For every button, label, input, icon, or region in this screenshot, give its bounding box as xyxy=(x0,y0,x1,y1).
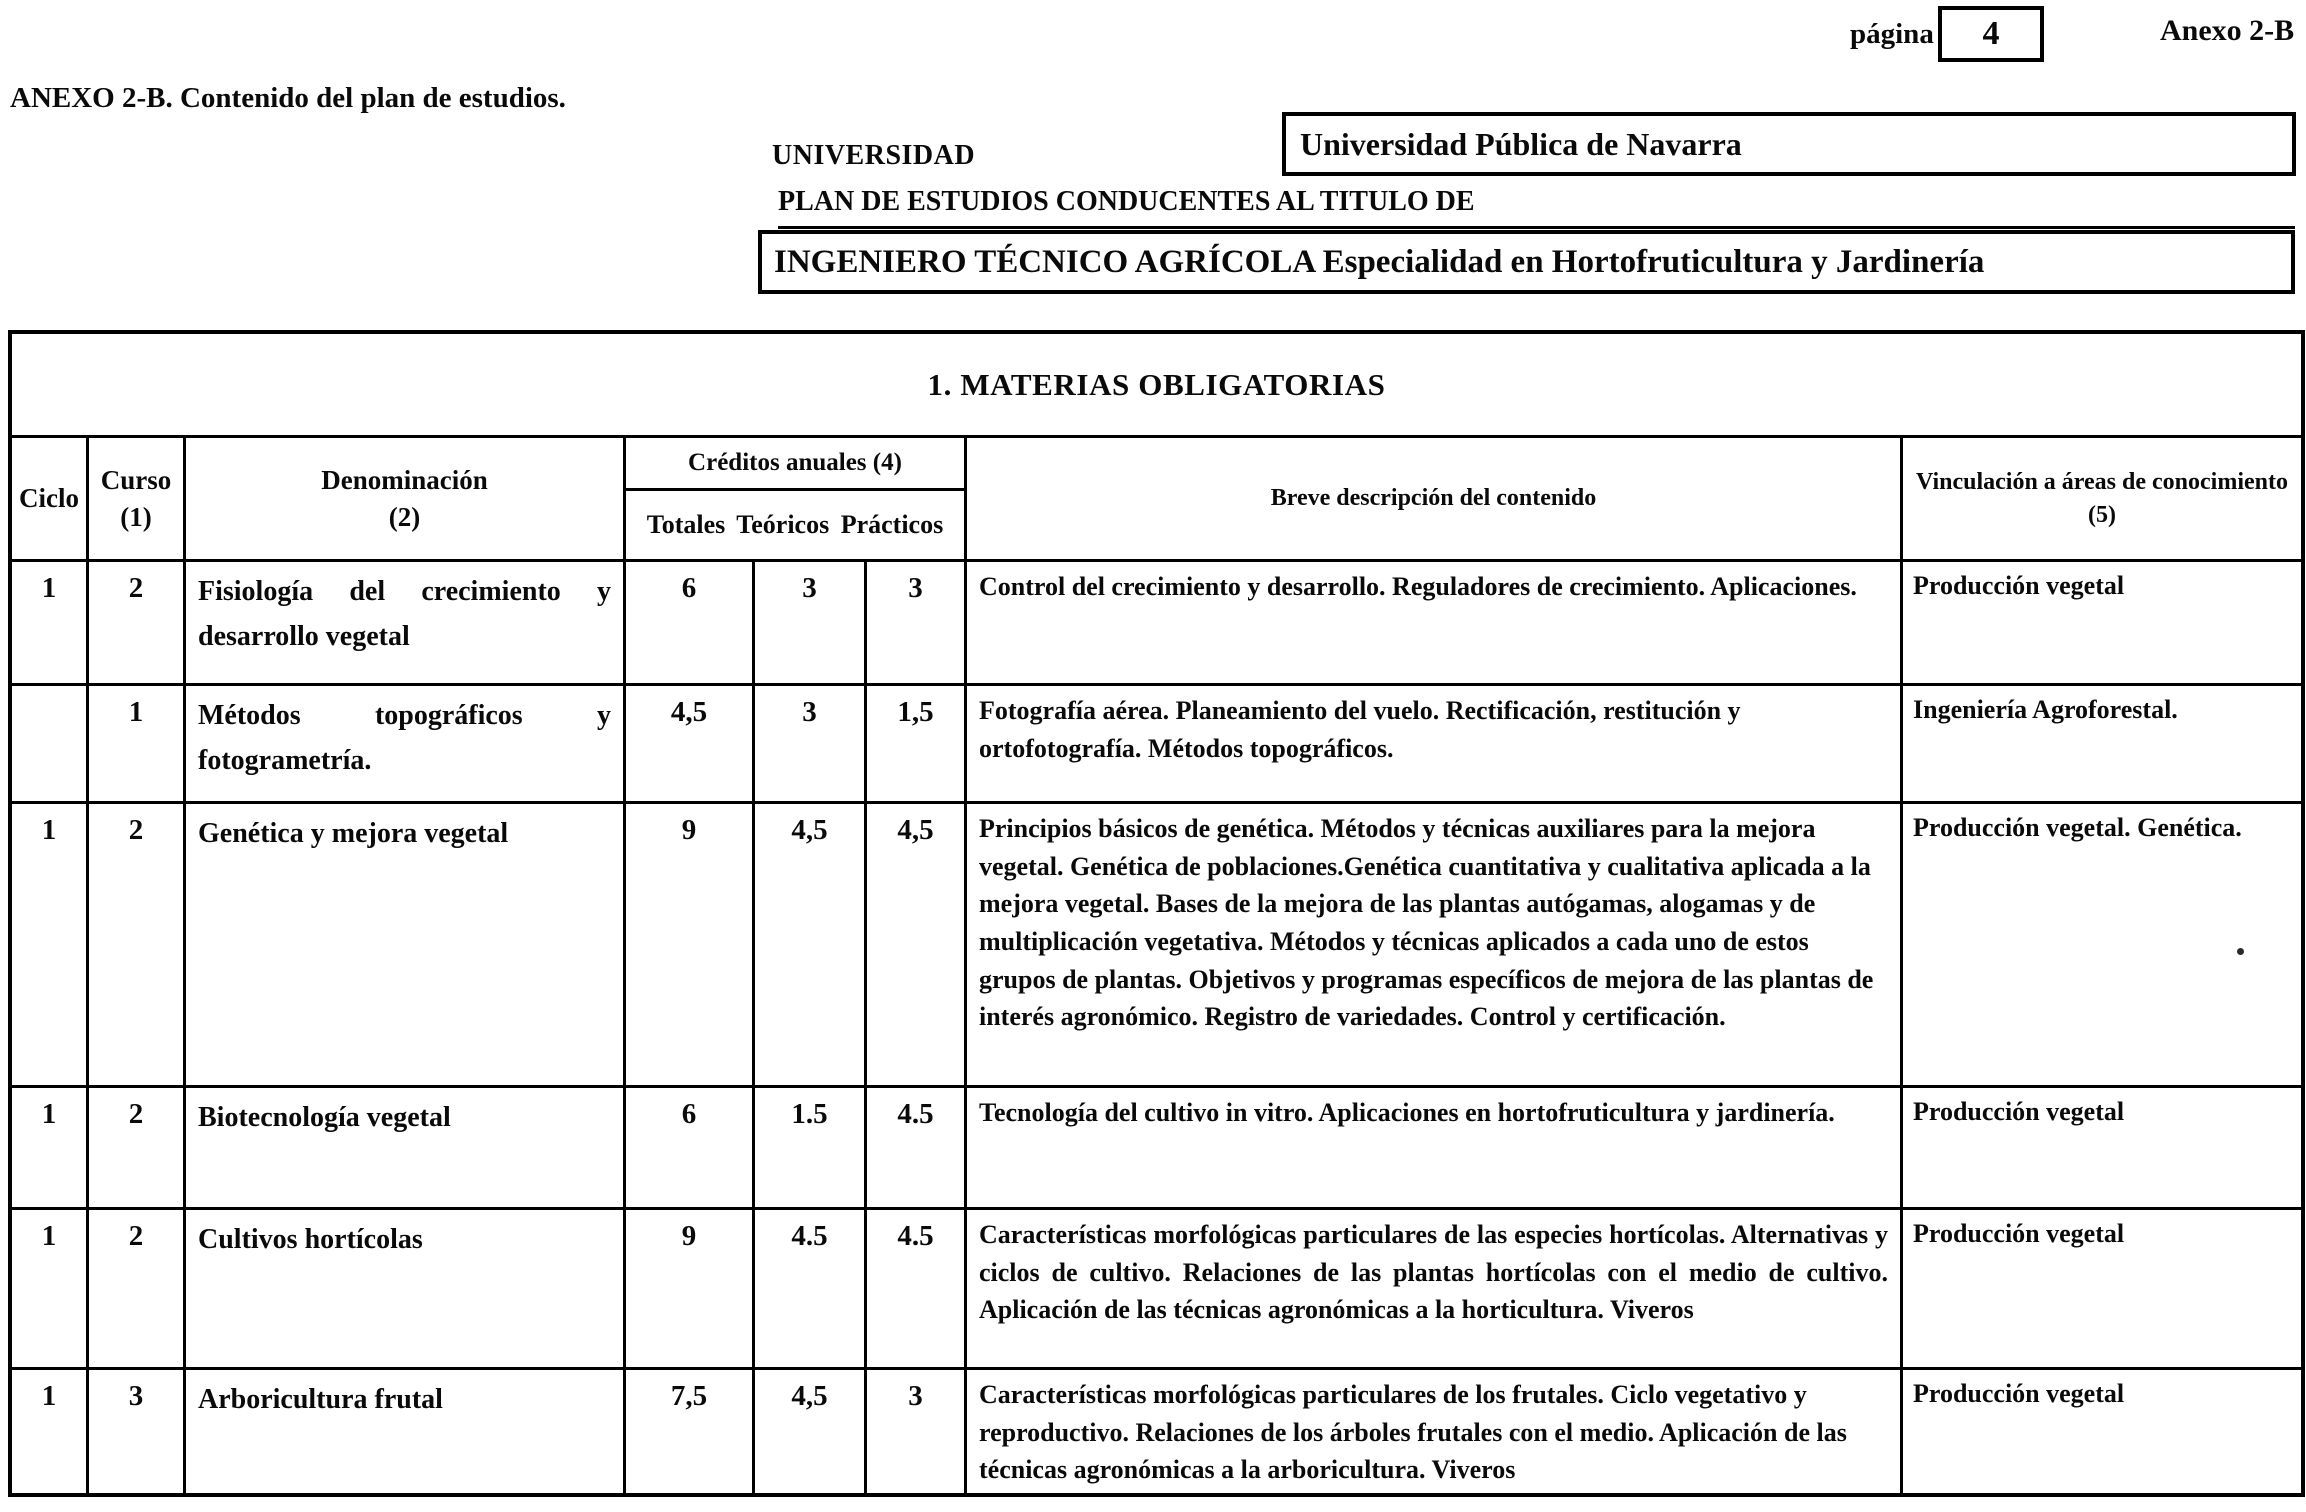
cell-creditos-totales: 9 xyxy=(626,1210,755,1370)
cell-creditos-practicos: 3 xyxy=(867,562,967,686)
col-header-curso-label: Curso xyxy=(100,465,172,496)
cell-denominacion: Genética y mejora vegetal xyxy=(186,804,626,1088)
cell-denominacion: Fisiología del crecimiento y desarrollo vegetal xyxy=(186,562,626,686)
cell-creditos-teoricos: 1.5 xyxy=(755,1088,867,1210)
cell-creditos-totales: 4,5 xyxy=(626,686,755,804)
cell-denominacion: Cultivos hortícolas xyxy=(186,1210,626,1370)
cell-creditos-practicos: 4.5 xyxy=(867,1088,967,1210)
cell-denominacion: Métodos topográficos y fotogrametría. xyxy=(186,686,626,804)
plan-estudios-label: PLAN DE ESTUDIOS CONDUCENTES AL TITULO DE xyxy=(778,186,2295,229)
col-header-vinculacion-label: Vinculación a áreas de conocimiento xyxy=(1916,469,2288,496)
cell-ciclo: 1 xyxy=(12,1088,89,1210)
cell-vinculacion: Ingeniería Agroforestal. xyxy=(1903,686,2301,804)
anexo-section-title: ANEXO 2-B. Contenido del plan de estudios. xyxy=(10,82,566,114)
cell-creditos-teoricos: 3 xyxy=(755,686,867,804)
cell-ciclo: 1 xyxy=(12,1370,89,1493)
cell-descripcion: Tecnología del cultivo in vitro. Aplicaciones en hortofruticultura y jardinería. xyxy=(967,1088,1903,1210)
cell-creditos-practicos: 3 xyxy=(867,1370,967,1493)
cell-creditos-teoricos: 3 xyxy=(755,562,867,686)
universidad-value: Universidad Pública de Navarra xyxy=(1300,125,1742,162)
cell-creditos-totales: 7,5 xyxy=(626,1370,755,1493)
col-header-creditos-group xyxy=(626,438,967,562)
cell-creditos-teoricos: 4.5 xyxy=(755,1210,867,1370)
page-number-box xyxy=(1938,6,2044,62)
materias-obligatorias-table xyxy=(8,330,2305,1497)
cell-vinculacion: Producción vegetal. Genética. xyxy=(1903,804,2301,1088)
col-header-denominacion xyxy=(186,438,626,562)
col-header-creditos-anuales: Créditos anuales (4) xyxy=(626,438,964,491)
universidad-value-box xyxy=(1282,112,2296,176)
anexo-corner-label: Anexo 2-B xyxy=(2160,14,2295,47)
scan-artifact-dot xyxy=(2237,948,2244,955)
col-header-creditos-subcolumns: Totales Teóricos Prácticos xyxy=(646,510,944,539)
cell-vinculacion: Producción vegetal xyxy=(1903,1088,2301,1210)
cell-creditos-teoricos: 4,5 xyxy=(755,1370,867,1493)
universidad-label: UNIVERSIDAD xyxy=(772,140,976,171)
cell-creditos-totales: 6 xyxy=(626,1088,755,1210)
col-header-curso-note: (1) xyxy=(120,501,152,532)
cell-descripcion: Principios básicos de genética. Métodos y técnicas auxiliares para la mejora vegetal. Genética de poblaciones.Genética cuantitativa y cualitativa aplicada a la mejora vegetal. Bases de la mejora de las plantas autógamas, alogamas y de multiplicación vegetativa. Métodos y técnicas aplicados a cada uno de estos grupos de plantas. Objetivos y programas específicos de mejora de las plantas de interés agronómico. Registro de variedades. Control y certificación. xyxy=(967,804,1903,1088)
col-header-vinculacion xyxy=(1903,438,2301,562)
cell-ciclo: 1 xyxy=(12,804,89,1088)
cell-descripcion: Características morfológicas particulares de los frutales. Ciclo vegetativo y reproductivo. Relaciones de los árboles frutales con el medio. Aplicación de las técnicas agronómicas a la arboricultura. Viveros xyxy=(967,1370,1903,1493)
cell-vinculacion: Producción vegetal xyxy=(1903,562,2301,686)
cell-denominacion: Biotecnología vegetal xyxy=(186,1088,626,1210)
page-number-label: página xyxy=(1850,18,1934,50)
cell-curso: 2 xyxy=(89,1210,186,1370)
cell-vinculacion: Producción vegetal xyxy=(1903,1210,2301,1370)
cell-curso: 3 xyxy=(89,1370,186,1493)
col-header-curso xyxy=(89,438,186,562)
cell-curso: 1 xyxy=(89,686,186,804)
cell-descripcion: Características morfológicas particulares de las especies hortícolas. Alternativas y ciclos de cultivo. Relaciones de las plantas hortícolas con el medio de cultivo. Aplicación de las técnicas agronómicas a la horticultura. Viveros xyxy=(967,1210,1903,1370)
cell-ciclo: 1 xyxy=(12,562,89,686)
cell-creditos-practicos: 4.5 xyxy=(867,1210,967,1370)
cell-ciclo xyxy=(12,686,89,804)
table-section-title: 1. MATERIAS OBLIGATORIAS xyxy=(12,334,2301,438)
cell-descripcion: Control del crecimiento y desarrollo. Reguladores de crecimiento. Aplicaciones. xyxy=(967,562,1903,686)
cell-curso: 2 xyxy=(89,1088,186,1210)
cell-creditos-practicos: 1,5 xyxy=(867,686,967,804)
cell-creditos-practicos: 4,5 xyxy=(867,804,967,1088)
cell-denominacion: Arboricultura frutal xyxy=(186,1370,626,1493)
col-header-denominacion-note: (2) xyxy=(388,501,421,532)
col-header-ciclo: Ciclo xyxy=(12,438,89,562)
cell-curso: 2 xyxy=(89,562,186,686)
titulo-value-box xyxy=(758,230,2295,294)
cell-creditos-totales: 9 xyxy=(626,804,755,1088)
col-header-descripcion: Breve descripción del contenido xyxy=(967,438,1903,562)
cell-ciclo: 1 xyxy=(12,1210,89,1370)
cell-curso: 2 xyxy=(89,804,186,1088)
cell-creditos-teoricos: 4,5 xyxy=(755,804,867,1088)
col-header-vinculacion-note: (5) xyxy=(2088,501,2116,528)
page-number-value: 4 xyxy=(1982,15,2000,52)
titulo-value: INGENIERO TÉCNICO AGRÍCOLA Especialidad en Hortofruticultura y Jardinería xyxy=(774,243,1985,280)
col-header-denominacion-label: Denominación xyxy=(321,465,488,496)
cell-creditos-totales: 6 xyxy=(626,562,755,686)
cell-descripcion: Fotografía aérea. Planeamiento del vuelo. Rectificación, restitución y ortofotografía. Métodos topográficos. xyxy=(967,686,1903,804)
cell-vinculacion: Producción vegetal xyxy=(1913,1379,2125,1408)
